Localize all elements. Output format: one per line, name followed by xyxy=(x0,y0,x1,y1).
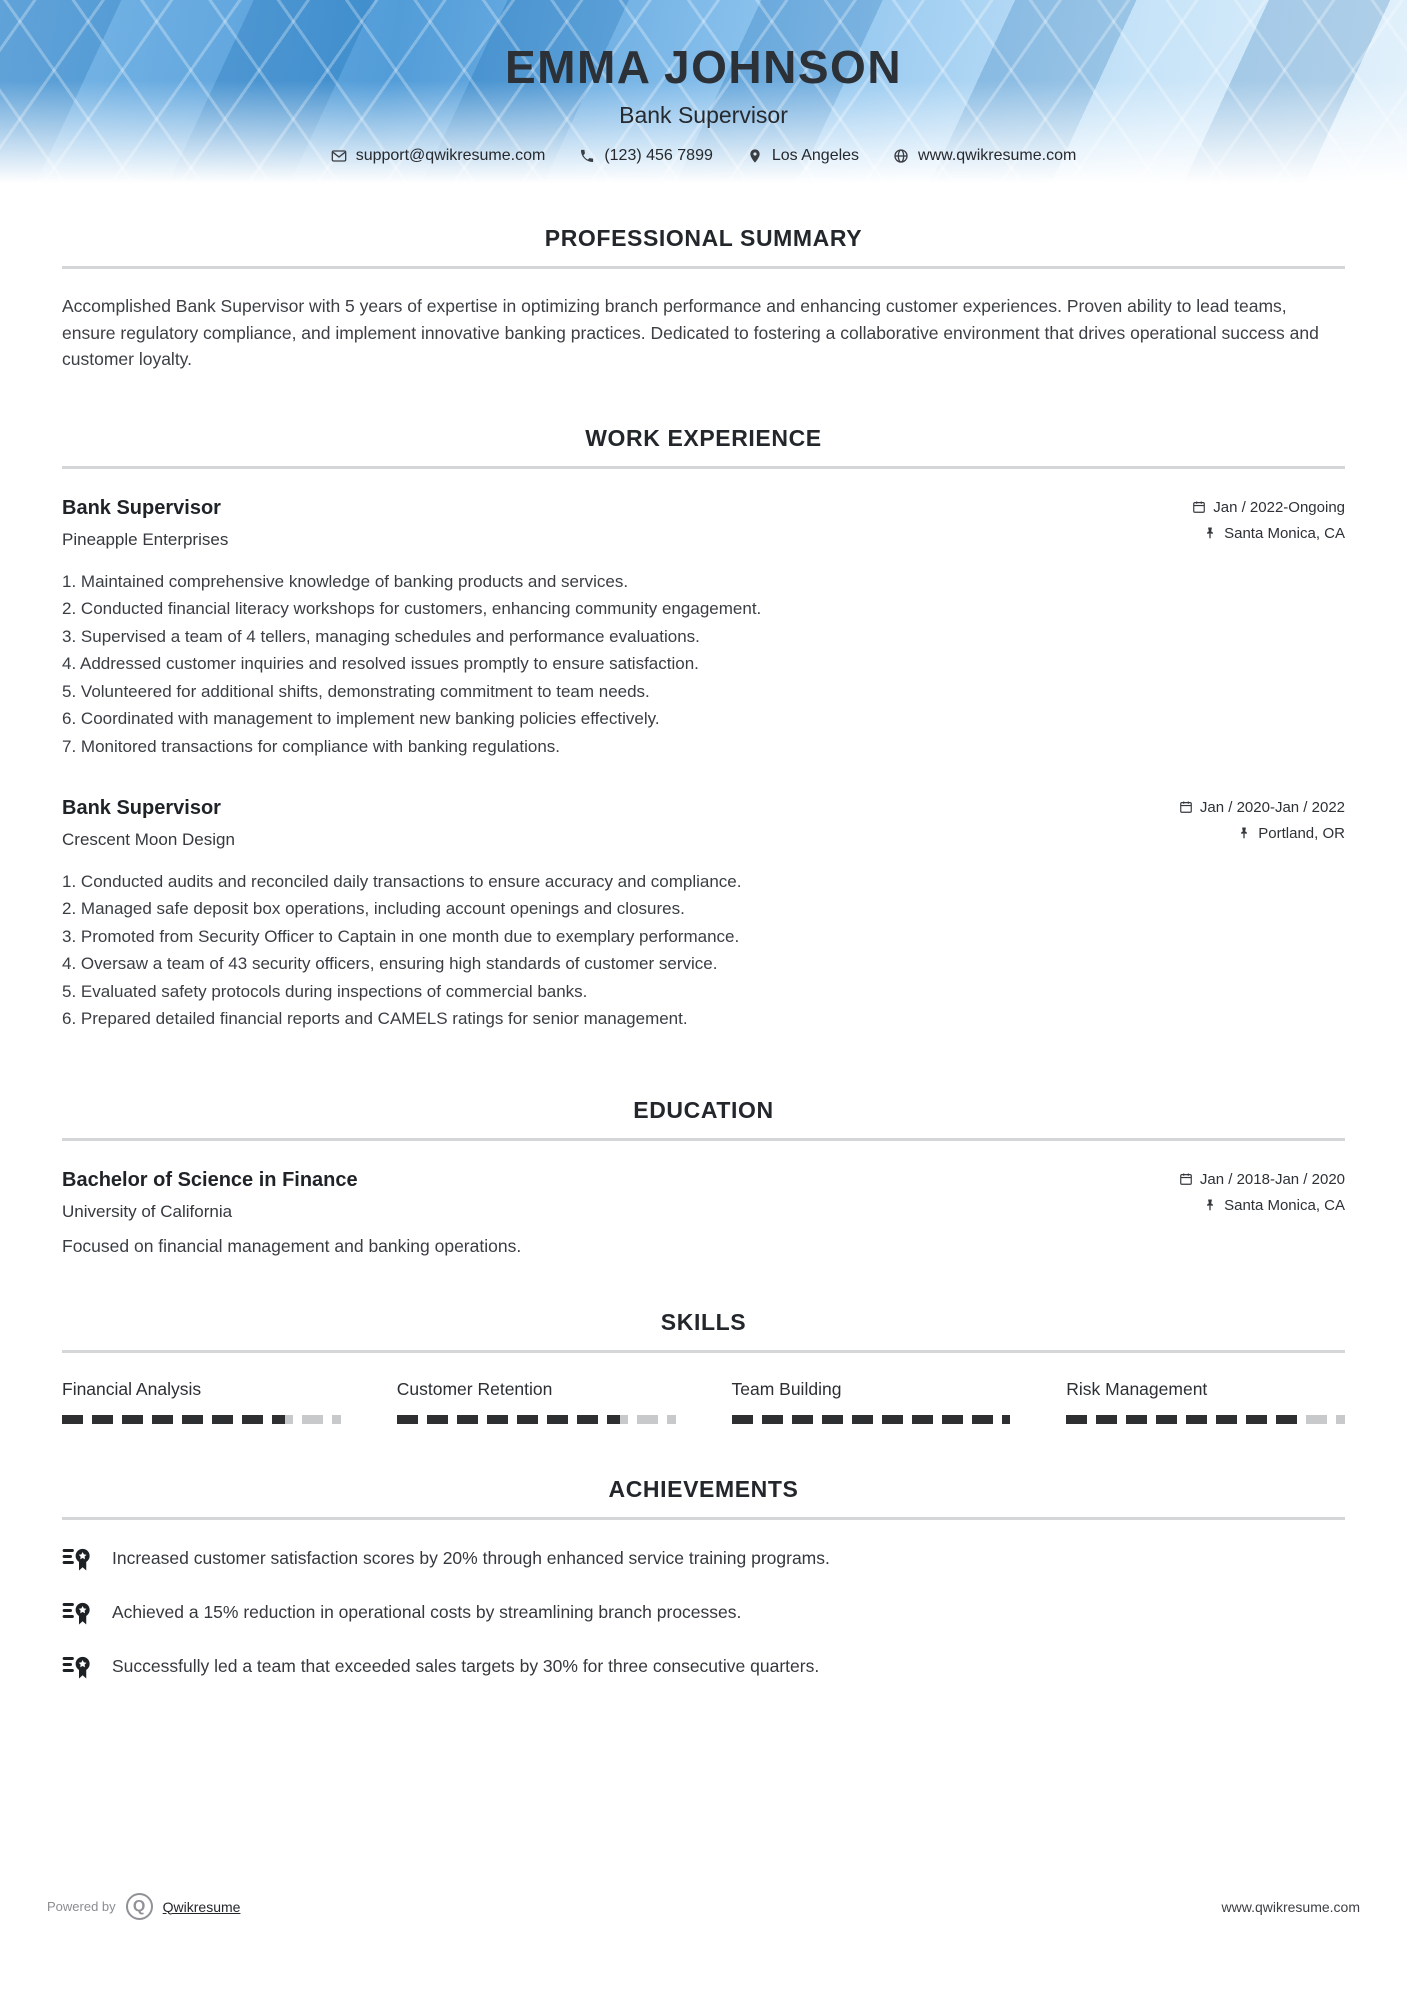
skill-bar-fill xyxy=(732,1415,1011,1424)
duty-item: Evaluated safety protocols during inspections of commercial banks. xyxy=(80,981,588,1001)
skills-heading: SKILLS xyxy=(660,1308,747,1335)
duty-item: Oversaw a team of 43 security officers, ensuring high standards of customer service. xyxy=(80,954,718,974)
job-1-duties xyxy=(62,568,1345,761)
section-summary xyxy=(62,225,1345,373)
skill-name: Risk Management xyxy=(1066,1378,1208,1399)
duty-item: Conducted audits and reconciled daily transactions to ensure accuracy and compliance. xyxy=(80,871,742,891)
contact-location xyxy=(747,147,859,165)
content xyxy=(0,191,1407,1682)
contact-email[interactable] xyxy=(331,147,546,165)
duty-item: Addressed customer inquiries and resolved issues promptly to ensure satisfaction. xyxy=(79,654,699,674)
pushpin-icon xyxy=(1203,526,1217,540)
job-2-location: Portland, OR xyxy=(1258,824,1345,842)
skill-team-building xyxy=(732,1379,1011,1424)
education-dates-line xyxy=(1179,1171,1345,1188)
skill-name: Customer Retention xyxy=(396,1378,553,1399)
skills-grid xyxy=(62,1379,1345,1424)
achievements-list xyxy=(62,1544,1345,1682)
section-achievements xyxy=(62,1476,1345,1682)
duty-item: Supervised a team of 4 tellers, managing schedules and performance evaluations. xyxy=(80,626,700,646)
duty-item: Prepared detailed financial reports and CAMELS ratings for senior management. xyxy=(80,1009,688,1029)
skill-bar-fill xyxy=(1066,1415,1303,1424)
skill-bar xyxy=(732,1415,1011,1424)
job-entry-1-head xyxy=(62,497,1345,550)
skill-name: Financial Analysis xyxy=(62,1378,202,1399)
qwikresume-link[interactable]: Qwikresume xyxy=(162,1898,241,1915)
section-skills xyxy=(62,1309,1345,1424)
award-badge-icon xyxy=(62,1544,92,1574)
job-1-company: Pineapple Enterprises xyxy=(62,529,229,549)
job-entry-1 xyxy=(62,497,1345,761)
achievement-text: Achieved a 15% reduction in operational costs by streamlining branch processes. xyxy=(112,1602,742,1623)
achievement-text: Successfully led a team that exceeded sales targets by 30% for three consecutive quarters. xyxy=(112,1656,820,1677)
duty-item: Volunteered for additional shifts, demonstrating commitment to team needs. xyxy=(80,681,650,701)
calendar-icon xyxy=(1179,800,1193,814)
duty-item: Managed safe deposit box operations, including account openings and closures. xyxy=(80,899,685,919)
divider xyxy=(62,1517,1345,1520)
skill-bar-fill xyxy=(62,1415,285,1424)
mail-icon xyxy=(331,148,347,164)
job-entry-1-left xyxy=(62,497,228,550)
education-heading: EDUCATION xyxy=(633,1096,774,1123)
duty-item: Coordinated with management to implement new banking policies effectively. xyxy=(80,709,660,729)
skill-name: Team Building xyxy=(731,1378,842,1399)
education-location-line xyxy=(1203,1197,1345,1214)
job-2-location-line xyxy=(1237,825,1345,842)
achievement-item xyxy=(62,1598,1345,1628)
footer-branding xyxy=(47,1893,240,1920)
skill-bar-fill xyxy=(397,1415,620,1424)
achievement-item xyxy=(62,1544,1345,1574)
contact-website-text: www.qwikresume.com xyxy=(918,147,1077,164)
job-entry-2 xyxy=(62,797,1345,1033)
job-1-dates-line xyxy=(1192,499,1345,516)
skill-bar xyxy=(62,1415,341,1424)
divider xyxy=(62,266,1345,269)
job-1-location-line xyxy=(1203,525,1345,542)
job-entry-2-head xyxy=(62,797,1345,850)
education-note: Focused on financial management and banking operations. xyxy=(62,1235,522,1256)
contact-phone-text: (123) 456 7899 xyxy=(604,147,713,164)
work-heading: WORK EXPERIENCE xyxy=(585,424,822,451)
award-badge-icon xyxy=(62,1598,92,1628)
contact-email-text: support@qwikresume.com xyxy=(355,147,546,164)
duty-item: Maintained comprehensive knowledge of banking products and services. xyxy=(80,571,629,591)
job-2-dates-line xyxy=(1179,799,1345,816)
duty-item: Monitored transactions for compliance with banking regulations. xyxy=(80,736,561,756)
contact-phone xyxy=(579,147,713,165)
education-entry-head xyxy=(62,1169,1345,1222)
calendar-icon xyxy=(1192,500,1206,514)
skill-customer-retention xyxy=(397,1379,676,1424)
footer-website-link[interactable]: www.qwikresume.com xyxy=(1221,1898,1360,1915)
duty-item: Promoted from Security Officer to Captain in one month due to exemplary performance. xyxy=(80,926,740,946)
duty-item: Conducted financial literacy workshops for customers, enhancing community engagement. xyxy=(80,599,762,619)
job-title: Bank Supervisor xyxy=(619,102,788,128)
job-1-meta xyxy=(1192,497,1345,542)
education-meta xyxy=(1179,1169,1345,1214)
phone-icon xyxy=(579,148,595,164)
skill-bar xyxy=(1066,1415,1345,1424)
contact-website[interactable] xyxy=(893,147,1076,165)
contact-location-text: Los Angeles xyxy=(771,147,860,164)
job-2-duties xyxy=(62,868,1345,1033)
achievements-heading: ACHIEVEMENTS xyxy=(608,1475,799,1502)
globe-icon xyxy=(893,148,909,164)
divider xyxy=(62,1350,1345,1353)
skill-bar xyxy=(397,1415,676,1424)
education-location: Santa Monica, CA xyxy=(1224,1196,1345,1214)
job-2-dates: Jan / 2020-Jan / 2022 xyxy=(1199,798,1345,816)
divider xyxy=(62,466,1345,469)
summary-heading: PROFESSIONAL SUMMARY xyxy=(544,225,863,251)
skill-risk-management xyxy=(1066,1379,1345,1424)
location-pin-icon xyxy=(747,148,763,164)
calendar-icon xyxy=(1179,1172,1193,1186)
award-badge-icon xyxy=(62,1652,92,1682)
education-entry-left xyxy=(62,1169,358,1222)
pushpin-icon xyxy=(1237,826,1251,840)
job-2-company: Crescent Moon Design xyxy=(62,829,235,849)
contact-row xyxy=(60,147,1347,165)
qwikresume-logo: Q xyxy=(126,1893,153,1920)
education-entry xyxy=(62,1169,1345,1257)
education-dates: Jan / 2018-Jan / 2020 xyxy=(1199,1170,1345,1188)
header xyxy=(0,0,1407,191)
achievement-item xyxy=(62,1652,1345,1682)
job-1-title: Bank Supervisor xyxy=(62,496,221,519)
skill-financial-analysis xyxy=(62,1379,341,1424)
job-1-location: Santa Monica, CA xyxy=(1224,524,1345,542)
pushpin-icon xyxy=(1203,1198,1217,1212)
divider xyxy=(62,1138,1345,1141)
section-work-experience xyxy=(62,425,1345,1033)
job-1-dates: Jan / 2022-Ongoing xyxy=(1213,498,1345,516)
job-2-title: Bank Supervisor xyxy=(62,796,221,819)
summary-text: Accomplished Bank Supervisor with 5 years of expertise in optimizing branch performance and enhancing customer experiences. Proven ability to lead teams, ensure regulatory compliance, and implement innovative banking practices. Dedicated to fostering a collaborative environment that drives operational success and customer loyalty. xyxy=(62,296,1319,370)
section-education xyxy=(62,1097,1345,1257)
achievement-text: Increased customer satisfaction scores by 20% through enhanced service training programs. xyxy=(112,1548,830,1569)
footer xyxy=(0,1853,1407,1990)
education-school: University of California xyxy=(62,1201,233,1221)
education-degree: Bachelor of Science in Finance xyxy=(62,1168,358,1191)
person-name: EMMA JOHNSON xyxy=(504,41,903,93)
job-2-meta xyxy=(1179,797,1345,842)
job-entry-2-left xyxy=(62,797,235,850)
powered-by-label: Powered by xyxy=(47,1899,116,1914)
